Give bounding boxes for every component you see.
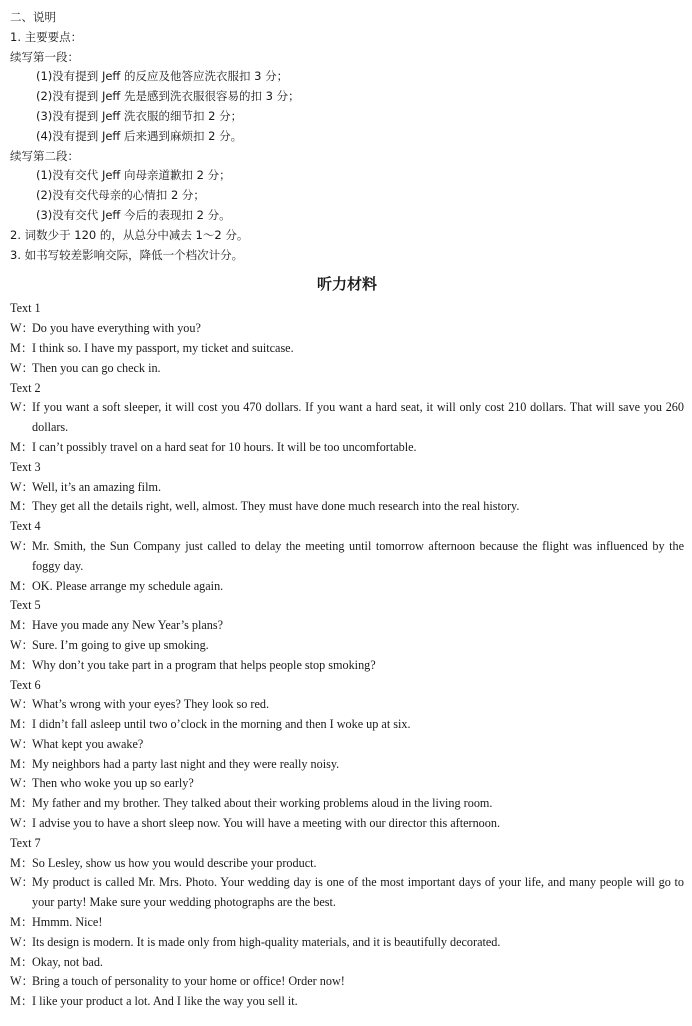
listening-title: 听力材料 (316, 275, 377, 294)
dialogue-line (10, 992, 684, 1012)
dialogue-line (10, 774, 684, 794)
speaker-label: W： (10, 360, 34, 375)
dialogue-text: I can’t possibly travel on a hard seat for 10 hours. It will be too uncomfortable. (32, 439, 417, 454)
points-heading: 1. 主要要点： (10, 29, 83, 44)
para1-heading: 续写第一段： (10, 49, 79, 64)
dialogue-text: OK. Please arrange my schedule again. (32, 578, 224, 593)
note-word-count: 2. 词数少于 120 的，从总分中减去 1～2 分。 (10, 227, 249, 242)
dialogue-line (10, 497, 684, 517)
para1-item: (3)没有提到 Jeff 洗衣服的细节扣 2 分； (36, 108, 243, 123)
speaker-label: M： (10, 439, 34, 454)
speaker-label: W： (10, 776, 34, 791)
dialogue-text: Okay, not bad. (32, 954, 103, 969)
para2-heading: 续写第二段： (10, 148, 79, 163)
dialogue-line (10, 438, 684, 458)
dialogue-text: Do you have everything with you? (32, 321, 201, 336)
para1-item: (1)没有提到 Jeff 的反应及他答应洗衣服扣 3 分； (36, 69, 289, 84)
dialogue-line (10, 933, 684, 953)
note-handwriting: 3. 如书写较差影响交际，降低一个档次计分。 (10, 247, 244, 262)
speaker-label: M： (10, 915, 34, 930)
speaker-label: W： (10, 479, 34, 494)
dialogue-text: If you want a soft sleeper, it will cost you 470 dollars. If you want a hard seat, it will only cost 210 dollars. That will save you 260 dollars. (32, 400, 684, 435)
dialogue-line (10, 794, 684, 814)
speaker-label: W： (10, 637, 34, 652)
section-title: 二、说明 (10, 10, 56, 24)
dialogue-text: Its design is modern. It is made only from high-quality materials, and it is beautifully decorated. (32, 934, 501, 949)
text-label: Text 1 (10, 301, 41, 316)
speaker-label: M： (10, 855, 34, 870)
dialogue-line (10, 636, 684, 656)
dialogue-text: Bring a touch of personality to your home or office! Order now! (32, 974, 345, 989)
para1-item: (4)没有提到 Jeff 后来遇到麻烦扣 2 分。 (36, 128, 243, 143)
text-label: Text 4 (10, 519, 41, 534)
speaker-label: W： (10, 974, 34, 989)
dialogue-text: What’s wrong with your eyes? They look so red. (32, 697, 270, 712)
dialogue-text: Have you made any New Year’s plans? (32, 618, 223, 633)
dialogue-line (10, 319, 684, 339)
dialogue-text: I like your product a lot. And I like the way you sell it. (32, 994, 298, 1009)
dialogue-text: My father and my brother. They talked about their working problems aloud in the living room. (32, 796, 493, 811)
para2-item: (1)没有交代 Jeff 向母亲道歉扣 2 分； (36, 168, 231, 183)
dialogue-line (10, 854, 684, 874)
speaker-label: W： (10, 736, 34, 751)
text-label: Text 3 (10, 459, 41, 474)
dialogue-text: Then you can go check in. (32, 360, 161, 375)
dialogue-text: Hmmm. Nice! (32, 915, 103, 930)
para2-item: (3)没有交代 Jeff 今后的表现扣 2 分。 (36, 207, 231, 222)
dialogue-line (10, 735, 684, 755)
listening-transcripts (10, 299, 684, 1012)
speaker-label: W： (10, 321, 34, 336)
para2-item: (2)没有交代母亲的心情扣 2 分； (36, 188, 205, 203)
dialogue-line (10, 695, 684, 715)
text-label: Text 6 (10, 677, 41, 692)
speaker-label: M： (10, 796, 34, 811)
dialogue-text: I think so. I have my passport, my ticket and suitcase. (32, 340, 294, 355)
speaker-label: M： (10, 340, 34, 355)
dialogue-line (10, 359, 684, 379)
speaker-label: W： (10, 875, 34, 890)
speaker-label: M： (10, 994, 34, 1009)
dialogue-text: My neighbors had a party last night and they were really noisy. (32, 756, 340, 771)
dialogue-line (10, 953, 684, 973)
dialogue-text: Well, it’s an amazing film. (32, 479, 161, 494)
dialogue-text: Then who woke you up so early? (32, 776, 194, 791)
speaker-label: W： (10, 538, 34, 553)
dialogue-text: Sure. I’m going to give up smoking. (32, 637, 209, 652)
dialogue-line (10, 656, 684, 676)
dialogue-line (10, 873, 684, 913)
dialogue-text: What kept you awake? (32, 736, 144, 751)
dialogue-line (10, 537, 684, 577)
speaker-label: M： (10, 499, 34, 514)
speaker-label: W： (10, 816, 34, 831)
dialogue-line (10, 478, 684, 498)
dialogue-line (10, 577, 684, 597)
text-label: Text 2 (10, 380, 41, 395)
para1-item: (2)没有提到 Jeff 先是感到洗衣服很容易的扣 3 分； (36, 89, 300, 104)
text-label: Text 5 (10, 598, 41, 613)
speaker-label: W： (10, 934, 34, 949)
dialogue-text: So Lesley, show us how you would describe your product. (32, 855, 317, 870)
dialogue-line (10, 398, 684, 438)
dialogue-line (10, 715, 684, 735)
dialogue-line (10, 616, 684, 636)
dialogue-line (10, 339, 684, 359)
text-label: Text 7 (10, 835, 41, 850)
dialogue-text: They get all the details right, well, almost. They must have done much research into the real history. (32, 499, 520, 514)
dialogue-text: Why don’t you take part in a program that helps people stop smoking? (32, 657, 376, 672)
speaker-label: W： (10, 400, 34, 415)
speaker-label: W： (10, 697, 34, 712)
dialogue-text: Mr. Smith, the Sun Company just called to delay the meeting until tomorrow afternoon because the flight was influenced by the foggy day. (32, 538, 684, 573)
speaker-label: M： (10, 756, 34, 771)
speaker-label: M： (10, 954, 34, 969)
speaker-label: M： (10, 657, 34, 672)
dialogue-text: I didn’t fall asleep until two o’clock in the morning and then I woke up at six. (32, 717, 411, 732)
dialogue-line (10, 972, 684, 992)
dialogue-line (10, 814, 684, 834)
dialogue-line (10, 913, 684, 933)
speaker-label: M： (10, 717, 34, 732)
dialogue-text: My product is called Mr. Mrs. Photo. Your wedding day is one of the most important days of your life, and many people will go to your party! Make sure your wedding photographs are the best. (32, 875, 684, 910)
speaker-label: M： (10, 618, 34, 633)
dialogue-line (10, 755, 684, 775)
speaker-label: M： (10, 578, 34, 593)
dialogue-text: I advise you to have a short sleep now. You will have a meeting with our director this afternoon. (32, 816, 500, 831)
